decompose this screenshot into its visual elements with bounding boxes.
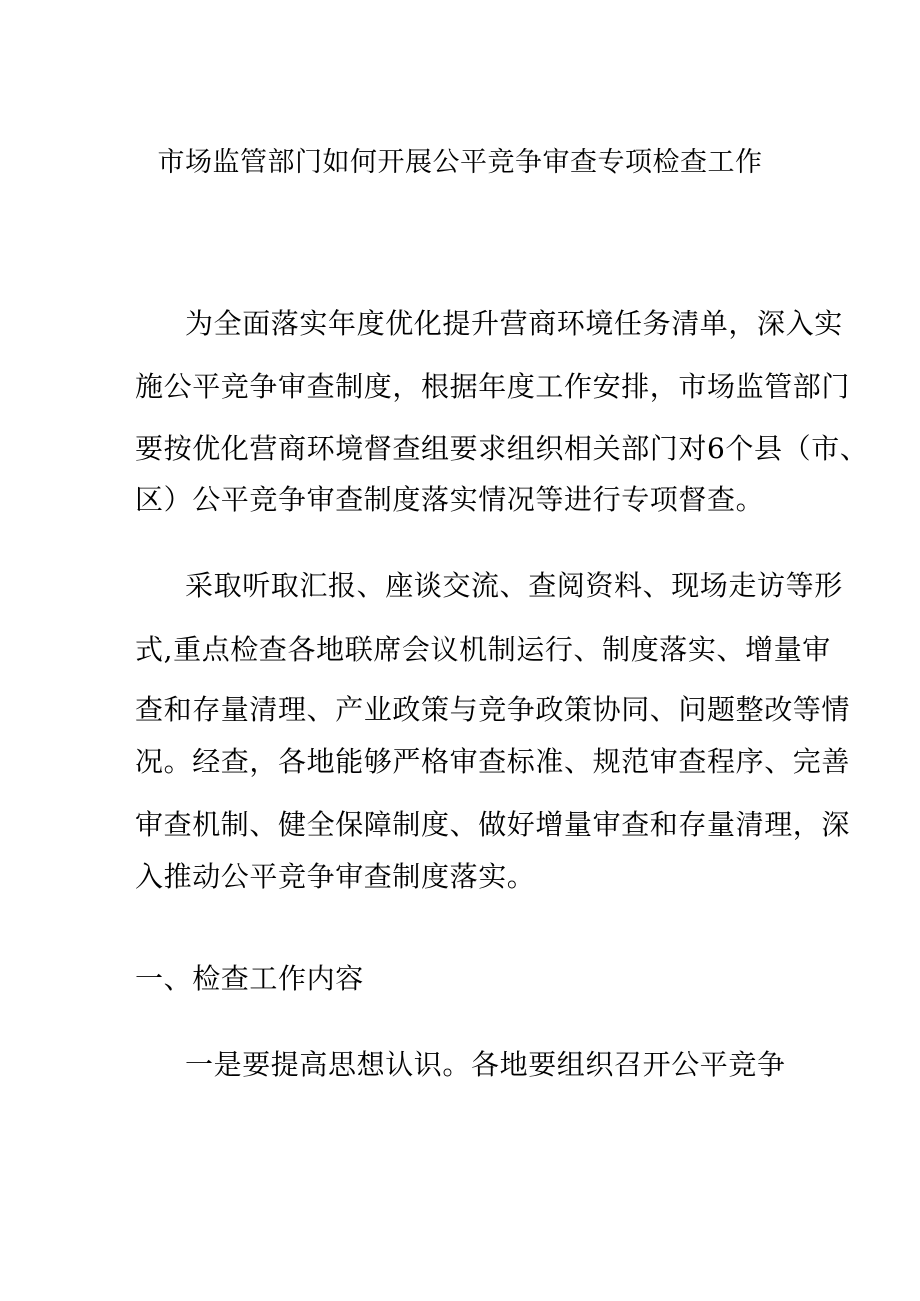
paragraph-1-line-1: 为全面落实年度优化提升营商环境任务清单，深入实 (185, 307, 843, 340)
paragraph-2-line-3: 查和存量清理、产业政策与竞争政策协同、问题整改等情 (135, 693, 851, 726)
paragraph-2-line-1: 采取听取汇报、座谈交流、查阅资料、现场走访等形 (185, 569, 843, 602)
paragraph-2-line-4: 况。经查，各地能够严格审查标准、规范审查程序、完善 (135, 745, 851, 778)
section-heading: 一、检查工作内容 (135, 962, 364, 995)
document-title: 市场监管部门如何开展公平竞争审查专项检查工作 (157, 147, 763, 178)
paragraph-3-line-1: 一是要提高思想认识。各地要组织召开公平竞争 (185, 1048, 786, 1081)
paragraph-2-line-5: 审查机制、健全保障制度、做好增量审查和存量清理，深 (135, 808, 851, 841)
paragraph-1-line-3: 要按优化营商环境督查组要求组织相关部门对6个县（市、 (135, 432, 869, 465)
paragraph-2-line-6: 入推动公平竞争审查制度落实。 (135, 860, 536, 893)
paragraph-2-line-2: 式,重点检查各地联席会议机制运行、制度落实、增量审 (135, 633, 831, 666)
paragraph-1-line-2: 施公平竞争审查制度，根据年度工作安排，市场监管部门 (135, 370, 851, 403)
paragraph-1-line-4: 区）公平竞争审查制度落实情况等进行专项督查。 (135, 483, 765, 516)
